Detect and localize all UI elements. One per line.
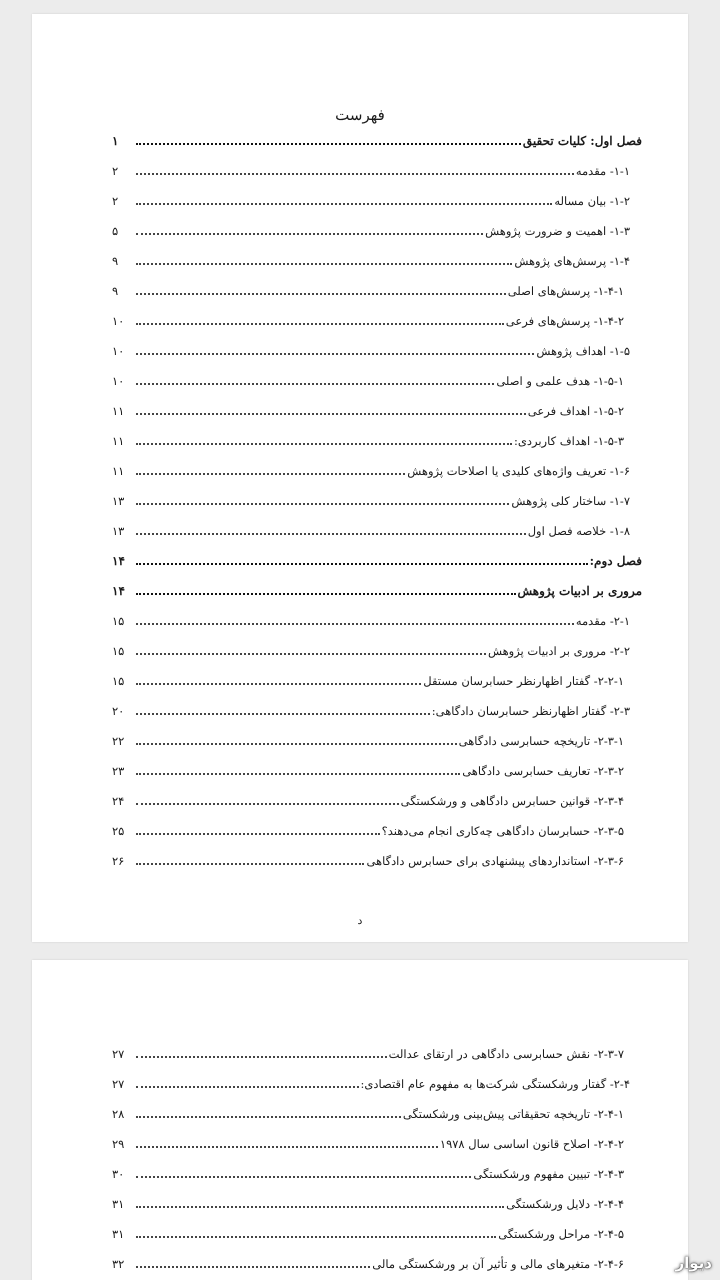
toc-entry-page: ۲۷ — [112, 1077, 125, 1091]
toc-dot-leader — [136, 233, 483, 235]
toc-entry-label: ۱-۲- بیان مساله — [554, 194, 630, 208]
toc-entry-label: ۲-۱- مقدمه — [575, 614, 630, 628]
toc-entry-label: مروری بر ادبیات پژوهش — [517, 584, 642, 598]
toc-entry — [112, 726, 642, 756]
document-page-2 — [32, 960, 688, 1280]
toc-entry-page: ۹ — [112, 284, 119, 298]
toc-entry — [112, 636, 642, 666]
toc-entry-label: ۲-۴-۲- اصلاح قانون اساسی سال ۱۹۷۸ — [439, 1137, 624, 1151]
toc-dot-leader — [136, 263, 512, 265]
toc-entry-label: ۲-۴-۶- متغیرهای مالی و تأثیر آن بر ورشکستگی مالی — [372, 1257, 624, 1271]
toc-dot-leader — [136, 473, 405, 475]
toc-dot-leader — [136, 1116, 401, 1118]
toc-dot-leader — [136, 1146, 438, 1148]
toc-entry-label: ۲-۳-۷- نقش حسابرسی دادگاهی در ارتقای عدالت — [388, 1047, 624, 1061]
page-number: د — [357, 914, 363, 927]
toc-dot-leader — [136, 713, 430, 715]
toc-entry-page: ۳۲ — [112, 1257, 125, 1271]
toc-entry-label: ۲-۴-۴- دلایل ورشکستگی — [506, 1197, 624, 1211]
toc-dot-leader — [136, 623, 574, 625]
toc-entry-page: ۱۱ — [112, 464, 125, 478]
toc-entry — [112, 1129, 642, 1159]
toc-entry-label: ۱-۴-۲- پرسش‌های فرعی — [505, 314, 624, 328]
toc-entry-label: ۱-۱- مقدمه — [575, 164, 630, 178]
toc-entry-page: ۱۱ — [112, 404, 125, 418]
toc-entry-page: ۱۴ — [112, 554, 125, 568]
toc-dot-leader — [136, 413, 526, 415]
toc-entry-page: ۲۴ — [112, 794, 125, 808]
toc-dot-leader — [136, 773, 460, 775]
toc-entry — [112, 1249, 642, 1279]
toc-entry — [112, 306, 642, 336]
toc-entry-page: ۱۳ — [112, 494, 125, 508]
toc-entry — [112, 276, 642, 306]
toc-dot-leader — [136, 443, 512, 445]
toc-entry — [112, 1189, 642, 1219]
toc-dot-leader — [136, 593, 516, 595]
toc-entry — [112, 186, 642, 216]
toc-entry — [112, 606, 642, 636]
toc-entry — [112, 786, 642, 816]
toc-entry — [112, 126, 642, 156]
toc-entry-label: ۲-۴- گفتار ورشکستگی شرکت‌ها به مفهوم عام اقتصادی: — [360, 1077, 630, 1091]
toc-dot-leader — [136, 803, 399, 805]
toc-dot-leader — [136, 563, 588, 565]
toc-entry-page: ۲۷ — [112, 1047, 125, 1061]
toc-list-page-2 — [112, 1039, 642, 1279]
toc-entry-label: ۲-۳- گفتار اظهارنظر حسابرسان دادگاهی: — [431, 704, 630, 718]
toc-entry-page: ۲۳ — [112, 764, 125, 778]
toc-entry-label: فصل دوم: — [589, 554, 642, 568]
toc-entry-page: ۲۵ — [112, 824, 125, 838]
toc-dot-leader — [136, 503, 509, 505]
toc-entry-page: ۲۸ — [112, 1107, 125, 1121]
toc-entry — [112, 396, 642, 426]
toc-dot-leader — [136, 353, 534, 355]
toc-entry-label: ۲-۲-۱- گفتار اظهارنظر حسابرسان مستقل — [423, 674, 624, 688]
toc-dot-leader — [136, 833, 380, 835]
toc-entry — [112, 546, 642, 576]
toc-entry-label: ۲-۲- مروری بر ادبیات پژوهش — [487, 644, 630, 658]
toc-entry-label: ۲-۴-۳- تبیین مفهوم ورشکستگی — [473, 1167, 624, 1181]
toc-entry-page: ۱۰ — [112, 314, 125, 328]
toc-dot-leader — [136, 173, 574, 175]
toc-entry-label: ۱-۸- خلاصه فصل اول — [527, 524, 630, 538]
toc-entry-page: ۱۵ — [112, 644, 125, 658]
toc-dot-leader — [136, 743, 457, 745]
toc-entry-label: ۱-۴-۱- پرسش‌های اصلی — [507, 284, 624, 298]
toc-dot-leader — [136, 1266, 370, 1268]
toc-entry-page: ۵ — [112, 224, 119, 238]
toc-entry — [112, 456, 642, 486]
toc-entry — [112, 336, 642, 366]
toc-entry-page: ۳۱ — [112, 1227, 125, 1241]
toc-dot-leader — [136, 383, 494, 385]
toc-entry-page: ۱۰ — [112, 374, 125, 388]
toc-entry-label: ۱-۵-۱- هدف علمی و اصلی — [496, 374, 624, 388]
toc-entry-page: ۱۳ — [112, 524, 125, 538]
toc-title: فهرست — [335, 106, 385, 124]
toc-entry — [112, 486, 642, 516]
toc-entry-page: ۲ — [112, 164, 119, 178]
toc-entry — [112, 666, 642, 696]
toc-entry — [112, 1159, 642, 1189]
toc-dot-leader — [136, 203, 552, 205]
toc-dot-leader — [136, 293, 506, 295]
toc-entry-page: ۳۰ — [112, 1167, 125, 1181]
toc-entry — [112, 816, 642, 846]
toc-list-page-1 — [112, 126, 642, 876]
toc-entry — [112, 1099, 642, 1129]
toc-entry — [112, 576, 642, 606]
toc-entry-label: ۲-۴-۵- مراحل ورشکستگی — [498, 1227, 624, 1241]
toc-dot-leader — [136, 1236, 496, 1238]
toc-entry-page: ۱ — [112, 134, 119, 148]
toc-entry-label: ۱-۵-۲- اهداف فرعی — [527, 404, 624, 418]
toc-entry-label: ۱-۵-۳- اهداف کاربردی: — [514, 434, 624, 448]
toc-entry — [112, 1039, 642, 1069]
toc-entry-page: ۹ — [112, 254, 119, 268]
toc-entry — [112, 216, 642, 246]
toc-entry-page: ۱۵ — [112, 614, 125, 628]
toc-entry — [112, 426, 642, 456]
toc-entry-page: ۲۶ — [112, 854, 125, 868]
toc-dot-leader — [136, 1206, 504, 1208]
document-page-1 — [32, 14, 688, 942]
toc-entry-label: ۲-۴-۱- تاریخچه تحقیقاتی پیش‌بینی ورشکستگی — [402, 1107, 624, 1121]
toc-entry-page: ۲۰ — [112, 704, 125, 718]
toc-entry-page: ۲ — [112, 194, 119, 208]
toc-entry-label: ۱-۶- تعریف واژه‌های کلیدی یا اصلاحات پژوهش — [407, 464, 630, 478]
toc-dot-leader — [136, 323, 504, 325]
toc-dot-leader — [136, 1056, 387, 1058]
toc-entry — [112, 1219, 642, 1249]
toc-entry — [112, 516, 642, 546]
toc-entry-label: ۲-۳-۶- استانداردهای پیشنهادی برای حسابرس دادگاهی — [366, 854, 624, 868]
toc-entry — [112, 756, 642, 786]
toc-entry-label: ۱-۳- اهمیت و ضرورت پژوهش — [485, 224, 630, 238]
toc-entry — [112, 846, 642, 876]
toc-entry-label: ۱-۵- اهداف پژوهش — [536, 344, 630, 358]
toc-entry-page: ۱۵ — [112, 674, 125, 688]
toc-dot-leader — [136, 533, 526, 535]
toc-entry — [112, 366, 642, 396]
toc-dot-leader — [136, 143, 521, 145]
toc-entry-label: ۱-۷- ساختار کلی پژوهش — [511, 494, 630, 508]
toc-entry-page: ۱۴ — [112, 584, 125, 598]
toc-entry-page: ۲۹ — [112, 1137, 125, 1151]
toc-dot-leader — [136, 683, 421, 685]
toc-entry-label: ۲-۳-۲- تعاریف حسابرسی دادگاهی — [462, 764, 624, 778]
toc-entry-label: ۲-۳-۱- تاریخچه حسابرسی دادگاهی — [458, 734, 624, 748]
toc-dot-leader — [136, 1176, 471, 1178]
toc-entry — [112, 246, 642, 276]
toc-entry-page: ۱۱ — [112, 434, 125, 448]
toc-entry — [112, 696, 642, 726]
toc-entry-page: ۲۲ — [112, 734, 125, 748]
toc-dot-leader — [136, 863, 364, 865]
toc-entry-page: ۱۰ — [112, 344, 125, 358]
toc-entry-label: ۱-۴- پرسش‌های پژوهش — [514, 254, 630, 268]
toc-dot-leader — [136, 653, 486, 655]
watermark-logo: دیوار — [675, 1254, 712, 1272]
toc-entry-label: ۲-۳-۴- قوانین حسابرس دادگاهی و ورشکستگی — [400, 794, 624, 808]
toc-entry — [112, 1069, 642, 1099]
toc-entry-label: فصل اول: کلیات تحقیق — [522, 134, 642, 148]
toc-entry-label: ۲-۳-۵- حسابرسان دادگاهی چه‌کاری انجام می‌دهند؟ — [381, 824, 624, 838]
toc-dot-leader — [136, 1086, 359, 1088]
toc-entry — [112, 156, 642, 186]
toc-entry-page: ۳۱ — [112, 1197, 125, 1211]
